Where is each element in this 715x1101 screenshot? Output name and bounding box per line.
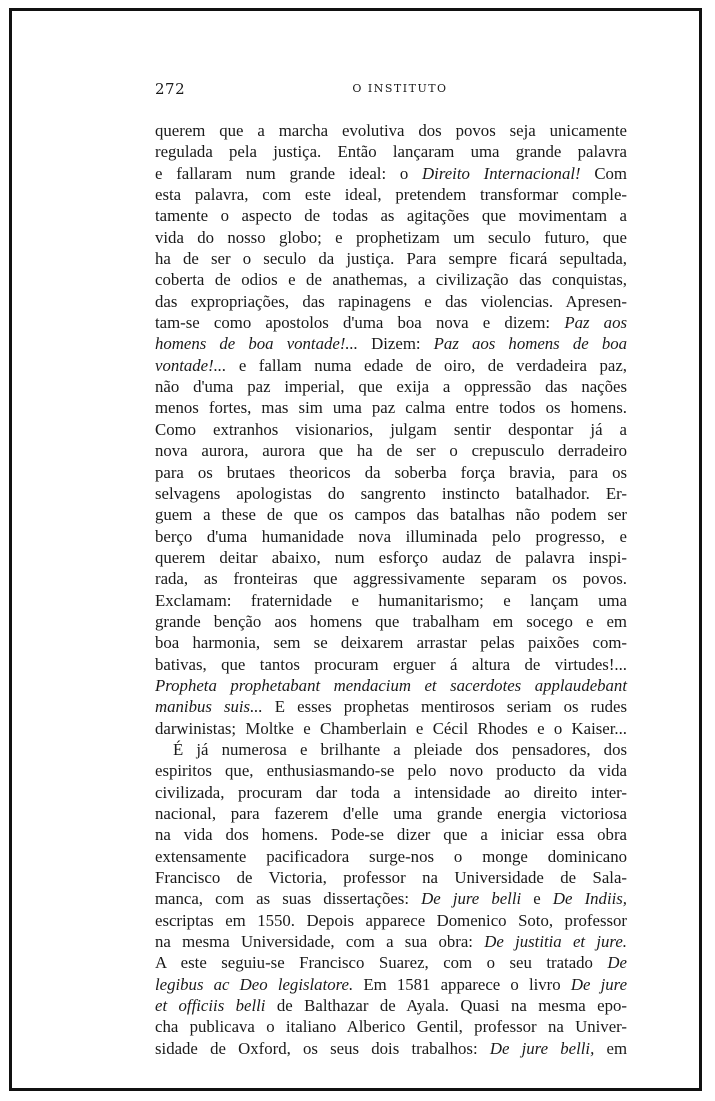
- text-line: [155, 739, 627, 760]
- text-span: berço d'uma humanidade nova illuminada pelo progresso, e: [155, 526, 627, 546]
- text-span: guem a these de que os campos das batalhas não podem ser: [155, 505, 627, 525]
- text-span: boa harmonia, sem se deixarem arrastar pelas paixões com-: [155, 633, 627, 653]
- text-span: cha publicava o italiano Alberico Gentil, professor na Univer-: [155, 1017, 627, 1037]
- text-line: [155, 333, 627, 354]
- italic-text: et officiis belli: [155, 996, 266, 1016]
- text-span: É já numerosa e brilhante a pleiade dos pensadores, dos: [173, 739, 627, 759]
- italic-text: Paz aos homens de boa: [433, 334, 627, 354]
- italic-text: De: [607, 953, 627, 973]
- text-line: [155, 355, 627, 376]
- text-line: [155, 675, 627, 696]
- text-span: na vida dos homens. Pode-se dizer que a iniciar essa obra: [155, 825, 627, 845]
- text-line: [155, 952, 627, 973]
- text-span: querem que a marcha evolutiva dos povos seja unicamente: [155, 121, 627, 140]
- text-span: nacional, para fazerem d'elle uma grande energia victoriosa: [155, 804, 627, 823]
- text-span: civilizada, procuram dar toda a intensidade ao direito inter-: [155, 782, 627, 802]
- text-span: e: [521, 889, 553, 909]
- text-line: [155, 803, 627, 824]
- italic-text: De jure: [570, 974, 628, 994]
- text-line: [155, 141, 627, 162]
- text-line: [155, 419, 627, 440]
- text-line: [155, 184, 627, 205]
- text-line: [155, 910, 627, 931]
- text-span: querem deitar abaixo, num esforço audaz de palavra inspi-: [155, 547, 627, 567]
- text-span: Dizem:: [358, 334, 434, 354]
- page-number: 272: [155, 80, 186, 98]
- text-line: [155, 397, 627, 418]
- text-line: [155, 590, 627, 611]
- text-line: [155, 888, 627, 909]
- text-span: A este seguiu-se Francisco Suarez, com o seu tratado: [155, 953, 608, 973]
- text-line: [155, 547, 627, 568]
- italic-text: homens de boa vontade!...: [155, 334, 358, 354]
- text-span: escriptas em 1550. Depois apparece Domenico Soto, professor: [155, 910, 627, 930]
- text-line: [155, 696, 627, 717]
- text-span: extensamente pacificadora surge-nos o monge dominicano: [155, 846, 627, 866]
- text-line: [155, 120, 627, 141]
- italic-text: Paz aos: [564, 313, 627, 333]
- italic-text: Propheta prophetabant mendacium et sacerdotes applaudebant: [155, 675, 627, 695]
- text-span: ha de ser o seculo da justiça. Para sempre ficará sepultada,: [155, 249, 627, 269]
- text-line: [155, 974, 627, 995]
- text-span: bativas, que tantos procuram erguer á altura de virtudes!...: [155, 654, 627, 674]
- text-line: [155, 483, 627, 504]
- text-line: [155, 163, 627, 184]
- text-line: [155, 632, 627, 653]
- text-span: em: [594, 1038, 627, 1058]
- text-line: [155, 248, 627, 269]
- text-span: manca, com as suas dissertações:: [155, 889, 422, 909]
- italic-text: De jure belli: [421, 889, 522, 909]
- text-span: na mesma Universidade, com a sua obra:: [155, 932, 485, 952]
- text-line: [155, 291, 627, 312]
- body-text: [155, 120, 627, 1059]
- text-span: selvagens apologistas do sangrento instincto batalhador. Er-: [155, 483, 627, 503]
- text-line: [155, 846, 627, 867]
- text-line: [155, 462, 627, 483]
- text-span: Francisco de Victoria, professor na Universidade de Sala-: [155, 868, 627, 888]
- text-line: [155, 1038, 627, 1059]
- italic-text: De justitia et jure.: [484, 932, 627, 952]
- text-span: tamente o aspecto de todas as agitações que movimentam a: [155, 206, 627, 226]
- text-span: esta palavra, com este ideal, pretendem transformar comple-: [155, 185, 627, 205]
- text-line: [155, 718, 627, 739]
- page-header: [155, 80, 625, 100]
- italic-text: De jure belli,: [489, 1038, 595, 1058]
- text-span: sidade de Oxford, os seus dois trabalhos:: [155, 1038, 490, 1058]
- text-span: tam-se como apostolos d'uma boa nova e dizem:: [155, 313, 565, 333]
- text-line: [155, 227, 627, 248]
- text-line: [155, 376, 627, 397]
- italic-text: legibus ac Deo legislatore.: [155, 974, 354, 994]
- text-span: e fallaram num grande ideal: o: [155, 163, 423, 183]
- text-line: [155, 995, 627, 1016]
- text-span: regulada pela justiça. Então lançaram uma grande palavra: [155, 142, 627, 162]
- text-span: Com: [580, 163, 627, 183]
- text-span: Como extranhos visionarios, julgam sentir despontar já a: [155, 419, 627, 439]
- text-span: espiritos que, enthusiasmando-se pelo novo producto da vida: [155, 761, 627, 781]
- text-line: [155, 1016, 627, 1037]
- text-span: não d'uma paz imperial, que exija a oppressão das nações: [155, 377, 627, 397]
- text-line: [155, 440, 627, 461]
- text-span: darwinistas; Moltke e Chamberlain e Cécil Rhodes e o Kaiser...: [155, 718, 627, 738]
- text-span: das expropriações, das rapinagens e das violencias. Apresen-: [155, 291, 627, 311]
- text-span: nova aurora, aurora que ha de ser o crepusculo derradeiro: [155, 441, 627, 461]
- text-line: [155, 504, 627, 525]
- text-span: vida do nosso globo; e prophetizam um seculo futuro, que: [155, 227, 627, 247]
- text-line: [155, 931, 627, 952]
- text-line: [155, 654, 627, 675]
- text-span: e fallam numa edade de oiro, de verdadeira paz,: [226, 355, 627, 375]
- text-span: Em 1581 apparece o livro: [353, 974, 571, 994]
- text-line: [155, 867, 627, 888]
- text-line: [155, 568, 627, 589]
- text-line: [155, 269, 627, 290]
- text-line: [155, 760, 627, 781]
- italic-text: Direito Internacional!: [422, 163, 581, 183]
- italic-text: manibus suis...: [155, 697, 263, 717]
- text-line: [155, 526, 627, 547]
- text-span: menos fortes, mas sim uma paz calma entre todos os homens.: [155, 398, 627, 418]
- text-line: [155, 824, 627, 845]
- text-span: para os brutaes theoricos da soberba força bravia, para os: [155, 462, 627, 482]
- text-line: [155, 312, 627, 333]
- text-span: E esses prophetas mentirosos seriam os rudes: [262, 697, 627, 717]
- text-span: rada, as fronteiras que aggressivamente separam os povos.: [155, 569, 627, 589]
- italic-text: vontade!...: [155, 355, 227, 375]
- text-span: de Balthazar de Ayala. Quasi na mesma epo-: [265, 996, 628, 1016]
- text-span: Exclamam: fraternidade e humanitarismo; e lançam uma: [155, 590, 627, 610]
- text-span: grande benção aos homens que trabalham em socego e em: [155, 611, 627, 631]
- italic-text: De Indiis,: [552, 889, 628, 909]
- text-line: [155, 611, 627, 632]
- text-span: coberta de odios e de anathemas, a civilização das conquistas,: [155, 270, 627, 290]
- text-line: [155, 205, 627, 226]
- text-line: [155, 782, 627, 803]
- running-head: O INSTITUTO: [352, 82, 448, 95]
